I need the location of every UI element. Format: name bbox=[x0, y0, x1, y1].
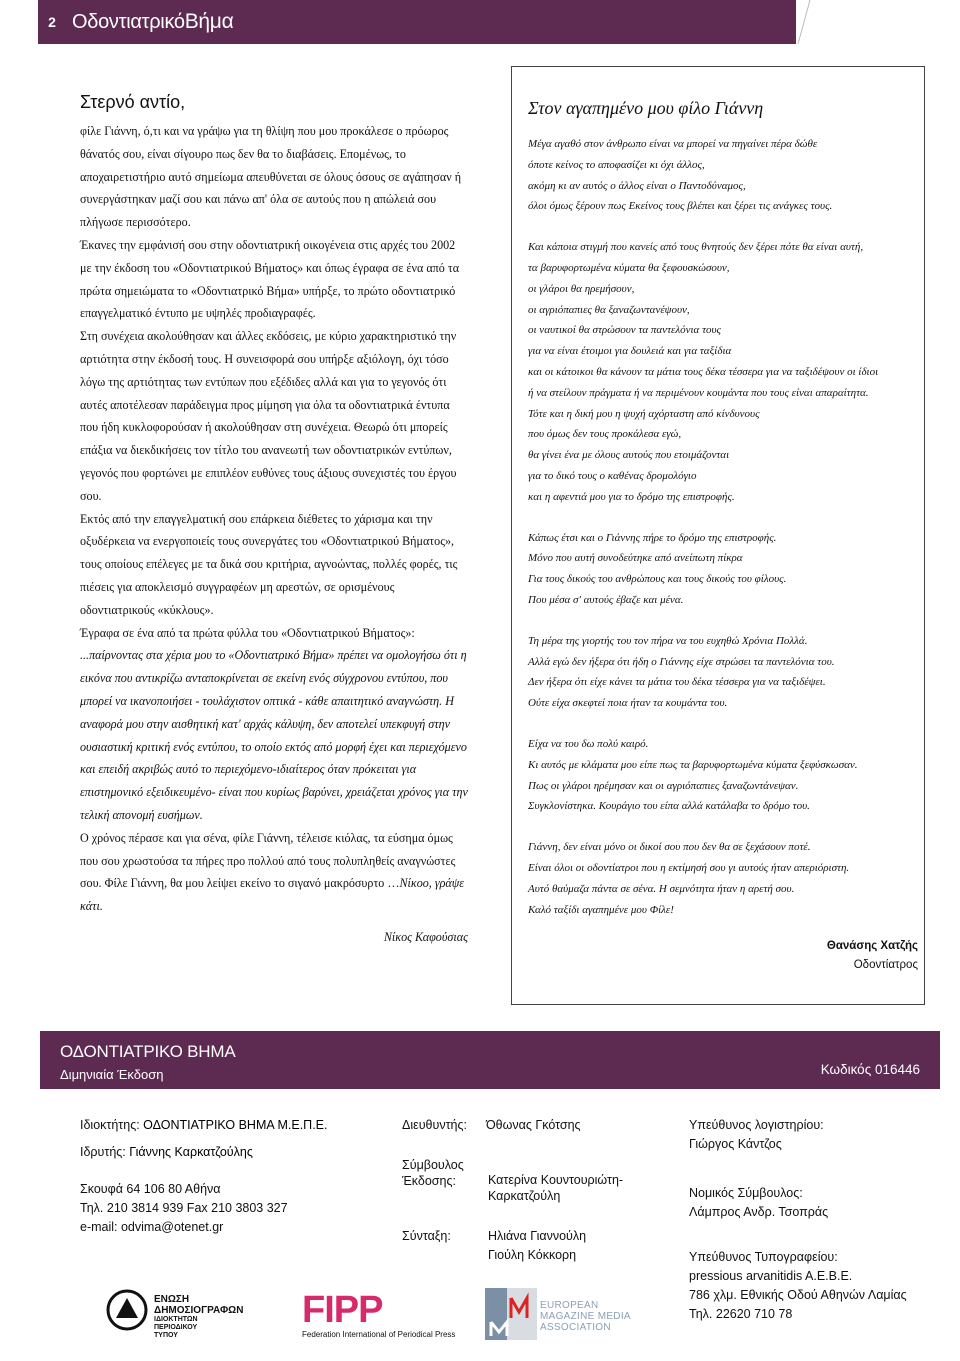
poem-line: Μόνο που αυτή συνοδεύτηκε από ανείπωτη πίκρα bbox=[528, 552, 743, 565]
poem-line: Συγκλονίστηκα. Κουράγιο του είπα αλλά κατάλαβα το δρόμο του. bbox=[528, 800, 810, 813]
union-line: ΕΝΩΣΗ bbox=[154, 1294, 190, 1305]
poem-line: Και κάποια στιγμή που κανείς από τους θνητούς δεν ξέρει πότε θα είναι αυτή, bbox=[528, 241, 864, 254]
emma-line: EUROPEAN bbox=[540, 1300, 599, 1311]
poem-stanzas bbox=[528, 134, 918, 920]
address: Σκουφά 64 106 80 Αθήνα bbox=[80, 1182, 221, 1196]
accounting-label: Υπεύθυνος λογιστηρίου: bbox=[689, 1118, 824, 1132]
legal-label: Νομικός Σύμβουλος: bbox=[689, 1186, 803, 1200]
right-article bbox=[528, 96, 918, 974]
poem-line: Γιάννη, δεν είναι μόνο οι δικοί σου που δεν θα σε ξεχάσουν ποτέ. bbox=[528, 841, 811, 854]
emma-logo bbox=[485, 1288, 645, 1343]
fipp-mark: FIPP bbox=[302, 1289, 383, 1331]
paragraph: Στη συνέχεια ακολούθησαν και άλλες εκδόσεις, με κύριο χαρακτηριστικό την αρτιότητα στην έκδοσή τους. Η συνεισφορά σου υπήρξε αξιόλογη, όχι τόσο λόγω της αρτιότητας των εντύπων που εξέδιδες αλλά και για το γεγονός ότι αυτές αποτέλεσαν παράδειγμα προς μίμηση για όλα τα οδοντιατρικά έντυπα που ήδη κυκλοφορούσαν ή ακολούθησαν στη συνέχεια. Θεωρώ ότι μπορείς επάξια να διεκδικήσεις τον τίτλο του ανανεωτή των οδοντιατρικών εντύπων, γεγονός που φορτώνει με επιπλέον ευθύνες τους άξιους συνεχιστές του έργου σου. bbox=[80, 329, 457, 503]
poem-line: και οι κάτοικοι θα κάνουν τα μάτια τους δέκα τέσσερα για να ταξιδέψουν οι ίδιοι bbox=[528, 365, 879, 378]
poem-line: Που μέσα σ' αυτούς έβαζε και μένα. bbox=[528, 593, 684, 606]
director: Όθωνας Γκότσης bbox=[486, 1118, 581, 1132]
printer-phone: Τηλ. 22620 710 78 bbox=[689, 1307, 793, 1321]
poem-line: θα γίνει ένα με όλους αυτούς που ετοιμάζονται bbox=[528, 449, 730, 462]
poem-author: Θανάσης Χατζής bbox=[826, 940, 918, 953]
article-greeting: Στερνό αντίο, bbox=[80, 92, 186, 112]
poem-line: Δεν ήξερα ότι είχε κάνει τα μάτια του δέκα τέσσερα για να ταξιδέψει. bbox=[528, 676, 826, 689]
poem-line: όλοι όμως ξέρουν πως Εκείνος τους βλέπει και ξέρει τις ανάγκες τους. bbox=[528, 200, 833, 213]
editing-label: Σύνταξη: bbox=[402, 1229, 451, 1243]
masthead-title bbox=[72, 10, 233, 34]
quoted-excerpt: ...παίρνοντας στα χέρια μου το «Οδοντιατρικό Βήμα» πρέπει να ομολογήσω ότι η εικόνα που αντικρίζω ανταποκρίνεται σε εκείνη ενός σύγχρονου εντύπου, που μπορεί να ικανοποιήσει - τουλάχιστον οπτικά - κάθε απαιτητικό αναγνώστη. Η αναφορά μου στην αισθητική κατ' αρχάς κάλυψη, δεν αποτελεί υπεκφυγή στην ουσιαστική κριτική ενός εντύπου, το οποίο εκτός από μορφή έχει και περιεχόμενο και επειδή ακριβώς αυτό το περιεχόμενο-ιδιαίτερος όταν πρόκειται για επιστημονικό εξειδικευμένο- είναι που κυρίως βαρύνει, χρειάζεται χρόνος για την τελική απονομή ευσήμων. bbox=[80, 648, 468, 822]
director-label: Διευθυντής: bbox=[402, 1118, 467, 1132]
stanza-gap bbox=[528, 611, 918, 631]
union-line: ΙΔΙΟΚΤΗΤΩΝ bbox=[154, 1316, 198, 1323]
poem-line: Τη μέρα της γιορτής του τον πήρα να του ευχηθώ Χρόνια Πολλά. bbox=[528, 634, 808, 647]
fipp-subtitle: Federation International of Periodical Press bbox=[302, 1330, 456, 1339]
printer-address: 786 χλμ. Εθνικής Οδού Αθηνών Λαμίας bbox=[689, 1288, 907, 1302]
closing-paragraph bbox=[80, 827, 468, 918]
union-logo bbox=[106, 1288, 246, 1338]
founder: Γιάννης Καρκατζούλης bbox=[129, 1145, 253, 1159]
poem-line: οι γλάροι θα ηρεμήσουν, bbox=[528, 282, 635, 295]
poem-line: που όμως δεν τους προκάλεσα εγώ, bbox=[528, 428, 682, 441]
poem-line: Πως οι γλάροι ηρέμησαν και οι αγριόπαπιες ξαναζωντάνεψαν. bbox=[528, 779, 799, 792]
author-signature: Νίκος Καφούσιας bbox=[383, 929, 468, 944]
left-article bbox=[80, 90, 468, 949]
printing-label: Υπεύθυνος Τυπογραφείου: bbox=[689, 1250, 838, 1264]
poem-line: οι ναυτικοί θα στρώσουν τα παντελόνια τους bbox=[528, 324, 722, 337]
poem-line: τα βαρυφορτωμένα κύματα θα ξεφουσκώσουν, bbox=[528, 261, 730, 274]
union-text bbox=[154, 1294, 243, 1340]
poem-line: ή να στείλουν πράγματα ή να περιμένουν κουμάντα που τους είναι απαραίτητα. bbox=[528, 386, 869, 399]
imprint-staff-block bbox=[689, 1116, 907, 1324]
fipp-logo bbox=[302, 1290, 462, 1340]
poem-line: Ούτε είχα σκεφτεί ποια ήταν τα κουμάντα του. bbox=[528, 697, 728, 710]
advisor-line: Καρκατζούλη bbox=[488, 1189, 561, 1203]
header-slash-decoration bbox=[780, 0, 820, 44]
editor-1: Ηλιάνα Γιαννούλη bbox=[488, 1229, 587, 1243]
union-line: ΔΗΜΟΣΙΟΓΡΑΦΩΝ bbox=[154, 1305, 244, 1316]
printer: pressious arvanitidis A.E.B.E. bbox=[689, 1269, 853, 1283]
legal: Λάμπρος Ανδρ. Τσοπράς bbox=[689, 1205, 829, 1219]
poem-author-title: Οδοντίατρος bbox=[853, 959, 918, 972]
advisor-label-line: Έκδοσης: bbox=[402, 1174, 456, 1188]
imprint-code: Κωδικός 016446 bbox=[820, 1062, 920, 1077]
poem-line: Μέγα αγαθό στον άνθρωπο είναι να μπορεί να πηγαίνει πέρα δώθε bbox=[528, 138, 818, 150]
phones: Τηλ. 210 3814 939 Fax 210 3803 327 bbox=[80, 1201, 288, 1215]
emma-text bbox=[540, 1300, 631, 1333]
paragraph: φίλε Γιάννη, ό,τι και να γράψω για τη θλίψη που μου προκάλεσε ο πρόωρος θάνατός σου, είναι σίγουρο πως δεν θα το διαβάσεις. Επομένως, το αποχαιρετιστήριο αυτό σημείωμα απευθύνεται σε όλους όσους σε αγάπησαν ή συνεργάστηκαν μαζί σου και πάνω απ' όλα σε αυτούς που η απώλειά σου πλήγωσε περισσότερο. bbox=[80, 124, 462, 230]
owner-label: Ιδιοκτήτης: bbox=[80, 1118, 140, 1132]
poem-stanza bbox=[528, 631, 918, 714]
page-number: 2 bbox=[38, 0, 66, 44]
poem-stanza bbox=[528, 134, 918, 217]
poem-line: Κάπως έτσι και ο Γιάννης πήρε το δρόμο της επιστροφής. bbox=[528, 531, 777, 544]
union-emblem-icon bbox=[106, 1288, 148, 1332]
poem-stanza bbox=[528, 734, 918, 817]
closing-italic: Νίκοο, γράψε κάτι. bbox=[80, 876, 465, 914]
stanza-gap bbox=[528, 508, 918, 528]
union-line: ΠΕΡΙΟΔΙΚΟΥ bbox=[154, 1324, 198, 1331]
emma-mark-icon bbox=[485, 1288, 537, 1340]
founder-label: Ιδρυτής: bbox=[80, 1145, 126, 1159]
advisor-label bbox=[402, 1157, 464, 1189]
poem-line: Αλλά εγώ δεν ήξερα ότι ήδη ο Γιάννης είχε στρώσει τα παντελόνια του. bbox=[528, 655, 835, 668]
poem-stanza bbox=[528, 837, 918, 920]
union-line: ΤΥΠΟΥ bbox=[154, 1332, 178, 1339]
advisor bbox=[488, 1172, 623, 1204]
poem-line: Είναι όλοι οι οδοντίατροι που η εκτίμησή σου γι αυτούς ήταν απεριόριστη. bbox=[528, 861, 850, 874]
owner: ΟΔΟΝΤΙΑΤΡΙΚΟ ΒΗΜΑ Μ.Ε.Π.Ε. bbox=[143, 1118, 328, 1132]
editor-2: Γιούλη Κόκκορη bbox=[488, 1248, 577, 1262]
poem-line: οι αγριόπαπιες θα ξαναζωντανέψουν, bbox=[528, 303, 690, 316]
right-article-title: Στον αγαπημένο μου φίλο Γιάννη bbox=[528, 98, 764, 118]
stanza-gap bbox=[528, 217, 918, 237]
poem-line: Κι αυτός με κλάματα μου είπε πως τα βαρυφορτωμένα κύματα ξεφύσκωσαν. bbox=[528, 758, 858, 771]
imprint-frequency: Διμηνιαία Έκδοση bbox=[60, 1067, 164, 1082]
poem-line: Τότε και η δική μου η ψυχή αχόρταστη από κίνδυνους bbox=[528, 407, 760, 420]
poem-stanza bbox=[528, 237, 918, 507]
stanza-gap bbox=[528, 817, 918, 837]
advisor-label-line: Σύμβουλος bbox=[402, 1158, 464, 1172]
accounting: Γιώργος Κάντζος bbox=[689, 1137, 782, 1151]
imprint-magazine-name: ΟΔΟΝΤΙΑΤΡΙΚΟ ΒΗΜΑ bbox=[60, 1042, 236, 1061]
advisor-line: Κατερίνα Κουντουριώτη- bbox=[488, 1173, 624, 1187]
brand-bold: Βήμα bbox=[184, 10, 234, 33]
closing-text: Ο χρόνος πέρασε και για σένα, φίλε Γιάννη, τέλεισε κιόλας, τα εύσημα όμως που σου χρωστούσα τα πήρες προ πολλού από τους πολυπληθείς αναγνώστες σου. Φίλε Γιάννη, θα μου λείψει εκείνο το σιγανό μακρόσυρτο … bbox=[80, 830, 456, 891]
paragraph: Έγραφα σε ένα από τα πρώτα φύλλα του «Οδοντιατρικού Βήματος»: bbox=[80, 625, 415, 640]
paragraph: Έκανες την εμφάνισή σου στην οδοντιατρική οικογένεια στις αρχές του 2002 με την έκδοση του «Οδοντιατρικού Βήματος» και όπως έγραφα σε ένα από τα πρώτα σημειώματα το «Οδοντιατρικό Βήμα» υπήρξε, το πρώτο οδοντιατρικό επαγγελματικό έντυπο με υψηλές προδιαγραφές. bbox=[80, 237, 460, 321]
poem-stanza bbox=[528, 528, 918, 611]
stanza-gap bbox=[528, 714, 918, 734]
poem-line: Αυτό θαύμαζα πάντα σε σένα. Η σεμνότητα ήταν η αρετή σου. bbox=[528, 882, 795, 895]
emma-line: MAGAZINE MEDIA bbox=[540, 1311, 631, 1322]
poem-line: για το δικό τους ο καθένας δρομολόγιο bbox=[528, 469, 697, 482]
poem-line: όποτε κείνος το αποφασίζει κι όχι άλλος, bbox=[528, 158, 705, 171]
poem-line: για να είναι έτοιμοι για δουλειά και για ταξίδια bbox=[528, 345, 732, 358]
imprint-owner-block bbox=[80, 1116, 328, 1237]
poem-line: και η αφεντιά μου για το δρόμο της επιστροφής. bbox=[528, 490, 735, 503]
paragraph: Εκτός από την επαγγελματική σου επάρκεια διέθετες το χάρισμα και την οξυδέρκεια να ενεργοποιείς τους συνεργάτες του «Οδοντιατρικού Βήματος», τους οποίους επέλεγες με τα δικά σου κριτήρια, αγνοώντας, πολλές φορές, τις πιέσεις για αποκλεισμό συγγραφέων μη αρεστών, σε ορισμένους οδοντιατρικούς «κύκλους». bbox=[80, 511, 458, 617]
poem-line: Καλό ταξίδι αγαπημένε μου Φίλε! bbox=[528, 903, 674, 916]
brand-light: Οδοντιατρικό bbox=[72, 11, 185, 33]
emma-line: ASSOCIATION bbox=[540, 1322, 611, 1333]
email: e-mail: odvima@otenet.gr bbox=[80, 1220, 224, 1234]
poem-line: Για τους δικούς του ανθρώπους και τους δικούς του φίλους. bbox=[528, 573, 787, 586]
poem-line: ακόμη κι αν αυτός ο άλλος είναι ο Παντοδύναμος, bbox=[528, 179, 746, 192]
page-header bbox=[0, 0, 960, 44]
imprint-band bbox=[40, 1031, 940, 1089]
poem-line: Είχα να του δω πολύ καιρό. bbox=[528, 737, 649, 750]
